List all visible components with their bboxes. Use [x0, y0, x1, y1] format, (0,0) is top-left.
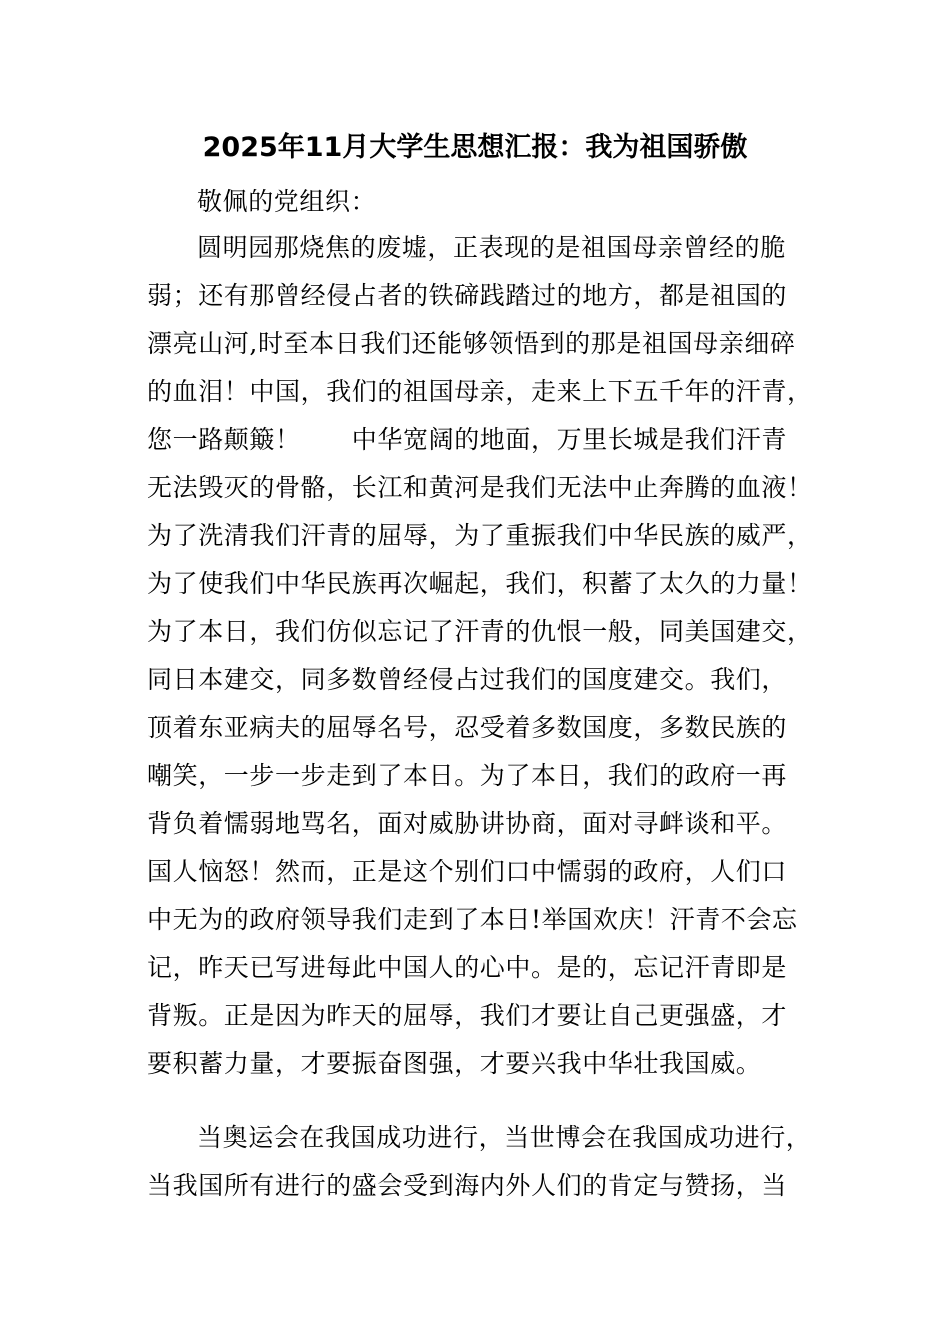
- paragraph-line: 弱；还有那曾经侵占者的铁碲践踏过的地方，都是祖国的: [147, 281, 788, 310]
- paragraph-line: 背叛。正是因为昨天的屈辱，我们才要让自己更强盛，才: [147, 1001, 788, 1030]
- paragraph-line: 当奥运会在我国成功进行，当世博会在我国成功进行，: [197, 1123, 812, 1152]
- paragraph-line: 您一路颠簸！ 中华宽阔的地面，万里长城是我们汗青: [147, 425, 788, 454]
- paragraph-line: 国人恼怒！然而，正是这个别们口中懦弱的政府，人们口: [147, 857, 788, 886]
- paragraph-line: 当我国所有进行的盛会受到海内外人们的肯定与赞扬，当: [147, 1171, 788, 1200]
- paragraph-line: 要积蓄力量，才要振奋图强，才要兴我中华壮我国威。: [147, 1049, 762, 1078]
- paragraph-line: 嘲笑，一步一步走到了本日。为了本日，我们的政府一再: [147, 761, 788, 790]
- salutation: 敬佩的党组织：: [197, 187, 377, 216]
- paragraph-line: 同日本建交，同多数曾经侵占过我们的国度建交。我们，: [147, 665, 788, 694]
- paragraph-line: 为了洗清我们汗青的屈辱，为了重振我们中华民族的威严，: [147, 521, 813, 550]
- paragraph-line: 无法毁灭的骨骼，长江和黄河是我们无法中止奔腾的血液！: [147, 473, 813, 502]
- paragraph-line: 的血泪！中国，我们的祖国母亲，走来上下五千年的汗青，: [147, 377, 813, 406]
- paragraph-line: 中无为的政府领导我们走到了本日!举国欢庆！汗青不会忘: [147, 905, 798, 934]
- document-title: 2025年11月大学生思想汇报：我为祖国骄傲: [202, 132, 748, 163]
- paragraph-line: 为了本日，我们仿似忘记了汗青的仇恨一般，同美国建交，: [147, 617, 813, 646]
- paragraph-line: 顶着东亚病夫的屈辱名号，忍受着多数国度，多数民族的: [147, 713, 788, 742]
- paragraph-line: 为了使我们中华民族再次崛起，我们，积蓄了太久的力量！: [147, 569, 813, 598]
- paragraph-line: 记，昨天已写进每此中国人的心中。是的，忘记汗青即是: [147, 953, 788, 982]
- paragraph-line: 漂亮山河,时至本日我们还能够领悟到的那是祖国母亲细碎: [147, 329, 796, 358]
- paragraph-line: 圆明园那烧焦的废墟，正表现的是祖国母亲曾经的脆: [197, 233, 786, 262]
- paragraph-line: 背负着懦弱地骂名，面对威胁讲协商，面对寻衅谈和平。: [147, 809, 788, 838]
